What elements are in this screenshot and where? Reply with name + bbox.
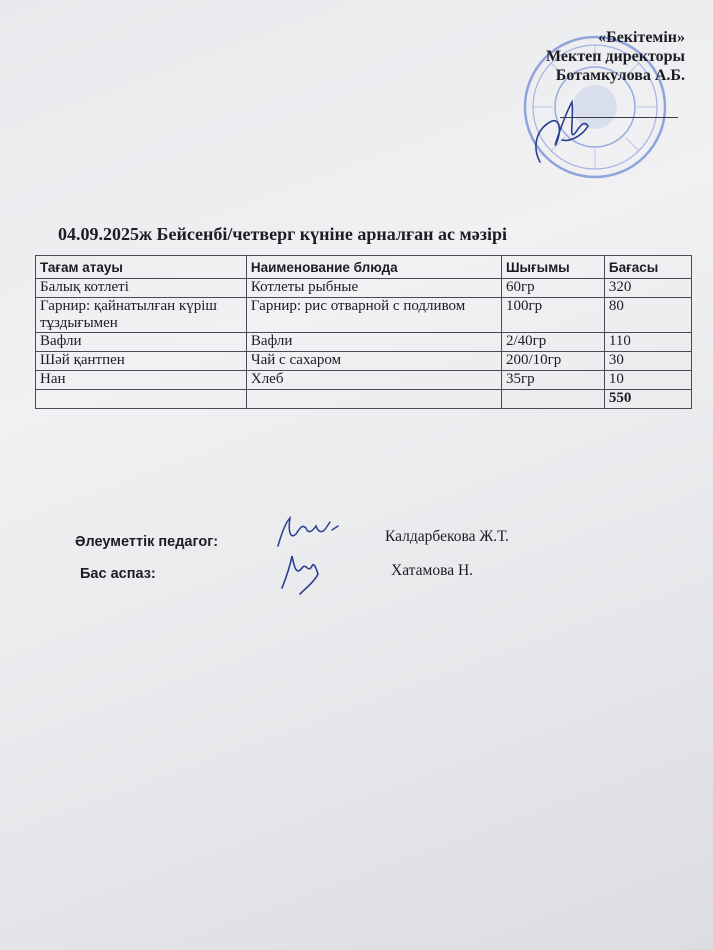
header-dish-ru: Наименование блюда [246,256,501,279]
dish-kk: Нан [36,371,247,390]
approval-director-name: Ботамкулова А.Б. [555,67,685,84]
header-dish-kk: Тағам атауы [36,256,247,279]
approval-heading: «Бекітемін» [598,29,685,46]
dish-output: 100гр [501,298,604,333]
dish-kk: Вафли [36,333,247,352]
chef-label: Бас аспаз: [80,566,156,582]
total-empty-cell [246,390,501,409]
dish-output: 200/10гр [501,352,604,371]
header-price: Бағасы [604,256,691,279]
dish-ru: Гарнир: рис отварной с подливом [246,298,501,333]
dish-kk: Балық котлеті [36,279,247,298]
director-signature-icon [522,92,612,172]
table-row [36,279,692,298]
pedagog-label: Әлеуметтік педагог: [75,534,219,550]
dish-output: 2/40гр [501,333,604,352]
dish-price: 30 [604,352,691,371]
dish-output: 35гр [501,371,604,390]
table-header-row [36,256,692,279]
pedagog-name: Калдарбекова Ж.Т. [385,528,509,545]
dish-output: 60гр [501,279,604,298]
header-output: Шығымы [501,256,604,279]
approval-block [485,28,685,85]
menu-title: 04.09.2025ж Бейсенбі/четверг күніне арналған ас мәзірі [58,224,508,244]
dish-price: 10 [604,371,691,390]
dish-kk: Гарнир: қайнатылған күріш тұздығымен [36,298,247,333]
chef-signature-icon [276,548,326,598]
chef-name: Хатамова Н. [391,562,474,579]
dish-ru: Хлеб [246,371,501,390]
table-row [36,352,692,371]
menu-table [35,255,692,409]
total-empty-cell [36,390,247,409]
table-row [36,371,692,390]
dish-ru: Котлеты рыбные [246,279,501,298]
dish-price: 110 [604,333,691,352]
total-price: 550 [604,390,691,409]
dish-ru: Чай с сахаром [246,352,501,371]
total-empty-cell [501,390,604,409]
approval-position: Мектеп директоры [546,48,685,65]
table-row [36,333,692,352]
dish-kk: Шәй қантпен [36,352,247,371]
table-row [36,298,692,333]
dish-price: 80 [604,298,691,333]
dish-price: 320 [604,279,691,298]
dish-ru: Вафли [246,333,501,352]
table-total-row [36,390,692,409]
